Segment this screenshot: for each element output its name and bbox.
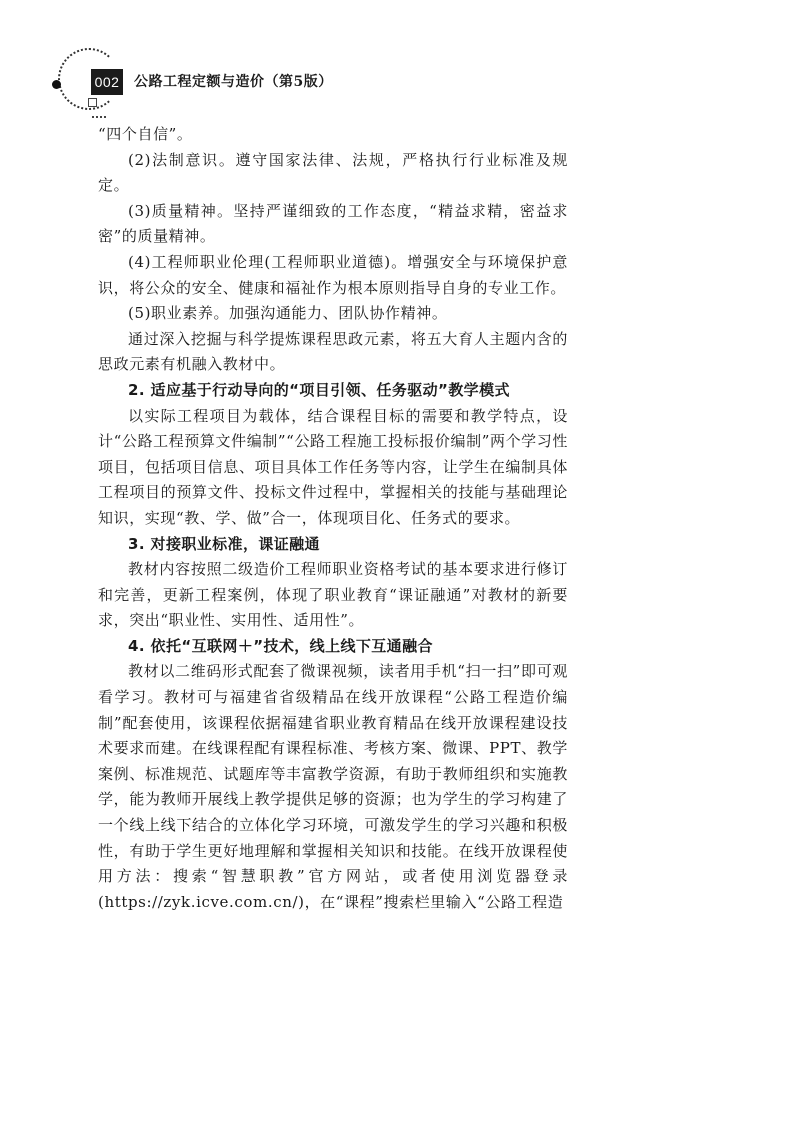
paragraph: 通过深入挖掘与科学提炼课程思政元素，将五大育人主题内含的思政元素有机融入教材中。 [98,329,568,374]
paragraph: (2)法制意识。遵守国家法律、法规，严格执行行业标准及规定。 [98,150,568,195]
paragraph: 教材内容按照二级造价工程师职业资格考试的基本要求进行修订和完善，更新工程案例，体现了职业教育“课证融通”对教材的新要求，突出“职业性、实用性、适用性”。 [98,560,568,630]
dotted-ornament [92,116,106,118]
paragraph: 教材以二维码形式配套了微课视频，读者用手机“扫一扫”即可观看学习。教材可与福建省省级精品在线开放课程“公路工程造价编制”配套使用，该课程依据福建省职业教育精品在线开放课程建设技术要求而建。在线课程配有课程标准、考核方案、微课、PPT、教学案例、标准规范、试题库等丰富教学资源，有助于教师组织和实施教学，能为教师开展线上教学提供足够的资源；也为学生的学习构建了一个线上线下结合的立体化学习环境，可激发学生的学习兴趣和积极性，有助于学生更好地理解和掌握相关知识和技能。在线开放课程使用方法：搜索“智慧职教”官方网站，或者使用浏览器登录(https://zyk.icve.com.cn/)，在“课程”搜索栏里输入“公路工程造 [98,662,568,911]
body-text [98,122,568,915]
running-title: 公路工程定额与造价（第5版） [134,74,333,90]
paragraph: (4)工程师职业伦理(工程师职业道德)。增强安全与环境保护意识，将公众的安全、健康和福祉作为根本原则指导自身的专业工作。 [98,252,568,297]
section-heading: 3. 对接职业标准，课证融通 [128,534,320,553]
bullet-dot-icon [52,80,61,89]
paragraph: 以实际工程项目为载体，结合课程目标的需要和教学特点，设计“公路工程预算文件编制”“公路工程施工投标报价编制”两个学习性项目，包括项目信息、项目具体工作任务等内容，让学生在编制具体工程项目的预算文件、投标文件过程中，掌握相关的技能与基础理论知识，实现“教、学、做”合一，体现项目化、任务式的要求。 [98,406,568,527]
page-header [0,0,790,140]
section-heading: 4. 依托“互联网＋”技术，线上线下互通融合 [128,636,433,655]
section-heading: 2. 适应基于行动导向的“项目引领、任务驱动”教学模式 [128,380,510,399]
paragraph: “四个自信”。 [98,125,193,143]
paragraph: (3)质量精神。坚持严谨细致的工作态度，“精益求精，密益求密”的质量精神。 [98,201,568,246]
page-number: 002 [91,69,123,95]
square-ornament-icon [88,98,97,107]
paragraph: (5)职业素养。加强沟通能力、团队协作精神。 [128,304,448,323]
